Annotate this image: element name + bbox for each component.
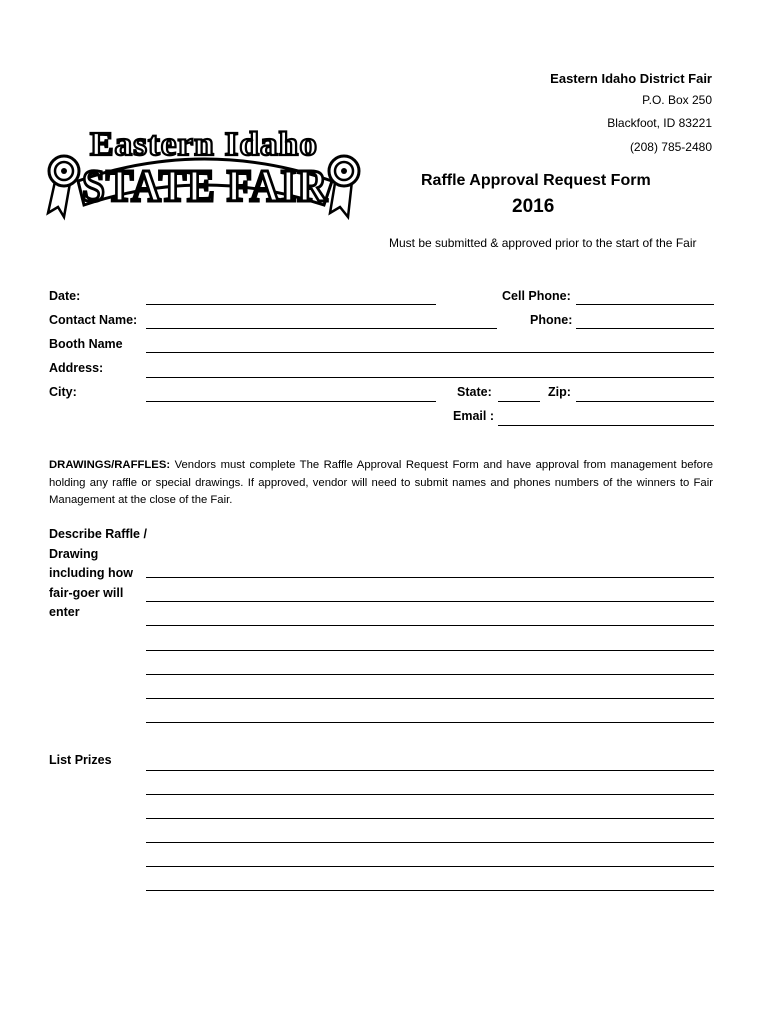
state-field[interactable] (498, 401, 540, 402)
city-label: City: (49, 385, 77, 399)
eastern-idaho-state-fair-logo (44, 85, 362, 225)
organization-name: Eastern Idaho District Fair (550, 71, 712, 86)
cell-phone-field[interactable] (576, 304, 714, 305)
date-label: Date: (49, 289, 81, 303)
logo-line1: Eastern Idaho (90, 126, 318, 163)
notice-text: Vendors must complete The Raffle Approval Request Form and have approval from management before holding any raffle or special drawings. If approved, vendor will need to submit names and phones numbers of the winners to Fair Management at the close of the Fair. (49, 459, 713, 506)
date-field[interactable] (146, 304, 436, 305)
prizes-line[interactable] (146, 794, 714, 795)
describe-line[interactable] (146, 698, 714, 699)
phone-label: Phone: (530, 313, 573, 327)
zip-label: Zip: (548, 385, 571, 399)
describe-line[interactable] (146, 625, 714, 626)
prizes-line[interactable] (146, 818, 714, 819)
address-field[interactable] (146, 377, 714, 378)
contact-name-field[interactable] (146, 328, 497, 329)
describe-line[interactable] (146, 674, 714, 675)
describe-line[interactable] (146, 722, 714, 723)
contact-name-label: Contact Name: (49, 313, 138, 327)
prizes-line[interactable] (146, 890, 714, 891)
prizes-line[interactable] (146, 770, 714, 771)
form-year: 2016 (512, 196, 555, 217)
describe-line[interactable] (146, 650, 714, 651)
notice-heading: DRAWINGS/RAFFLES: (49, 459, 171, 471)
list-prizes-label: List Prizes (49, 753, 112, 767)
form-subtitle: Must be submitted & approved prior to the start of the Fair (389, 236, 697, 250)
describe-line[interactable] (146, 601, 714, 602)
logo-line2: STATE FAIR (82, 160, 328, 211)
state-label: State: (457, 385, 492, 399)
describe-line[interactable] (146, 577, 714, 578)
email-field[interactable] (498, 425, 714, 426)
form-title: Raffle Approval Request Form (421, 172, 651, 189)
ribbon-rosette-right-icon (329, 156, 359, 217)
address-label: Address: (49, 361, 104, 375)
phone-field[interactable] (576, 328, 714, 329)
raffle-notice (49, 457, 713, 510)
city-field[interactable] (146, 401, 436, 402)
booth-name-label: Booth Name (49, 337, 123, 351)
cell-phone-label: Cell Phone: (502, 289, 571, 303)
city-state-zip: Blackfoot, ID 83221 (607, 116, 712, 130)
zip-field[interactable] (576, 401, 714, 402)
po-box: P.O. Box 250 (642, 93, 712, 107)
prizes-line[interactable] (146, 866, 714, 867)
organization-phone: (208) 785-2480 (629, 140, 712, 154)
describe-raffle-label: Describe Raffle / Drawing including how fair-goer will enter (49, 527, 147, 619)
email-label: Email : (453, 409, 494, 423)
prizes-line[interactable] (146, 842, 714, 843)
ribbon-rosette-left-icon (48, 156, 79, 217)
booth-name-field[interactable] (146, 352, 714, 353)
